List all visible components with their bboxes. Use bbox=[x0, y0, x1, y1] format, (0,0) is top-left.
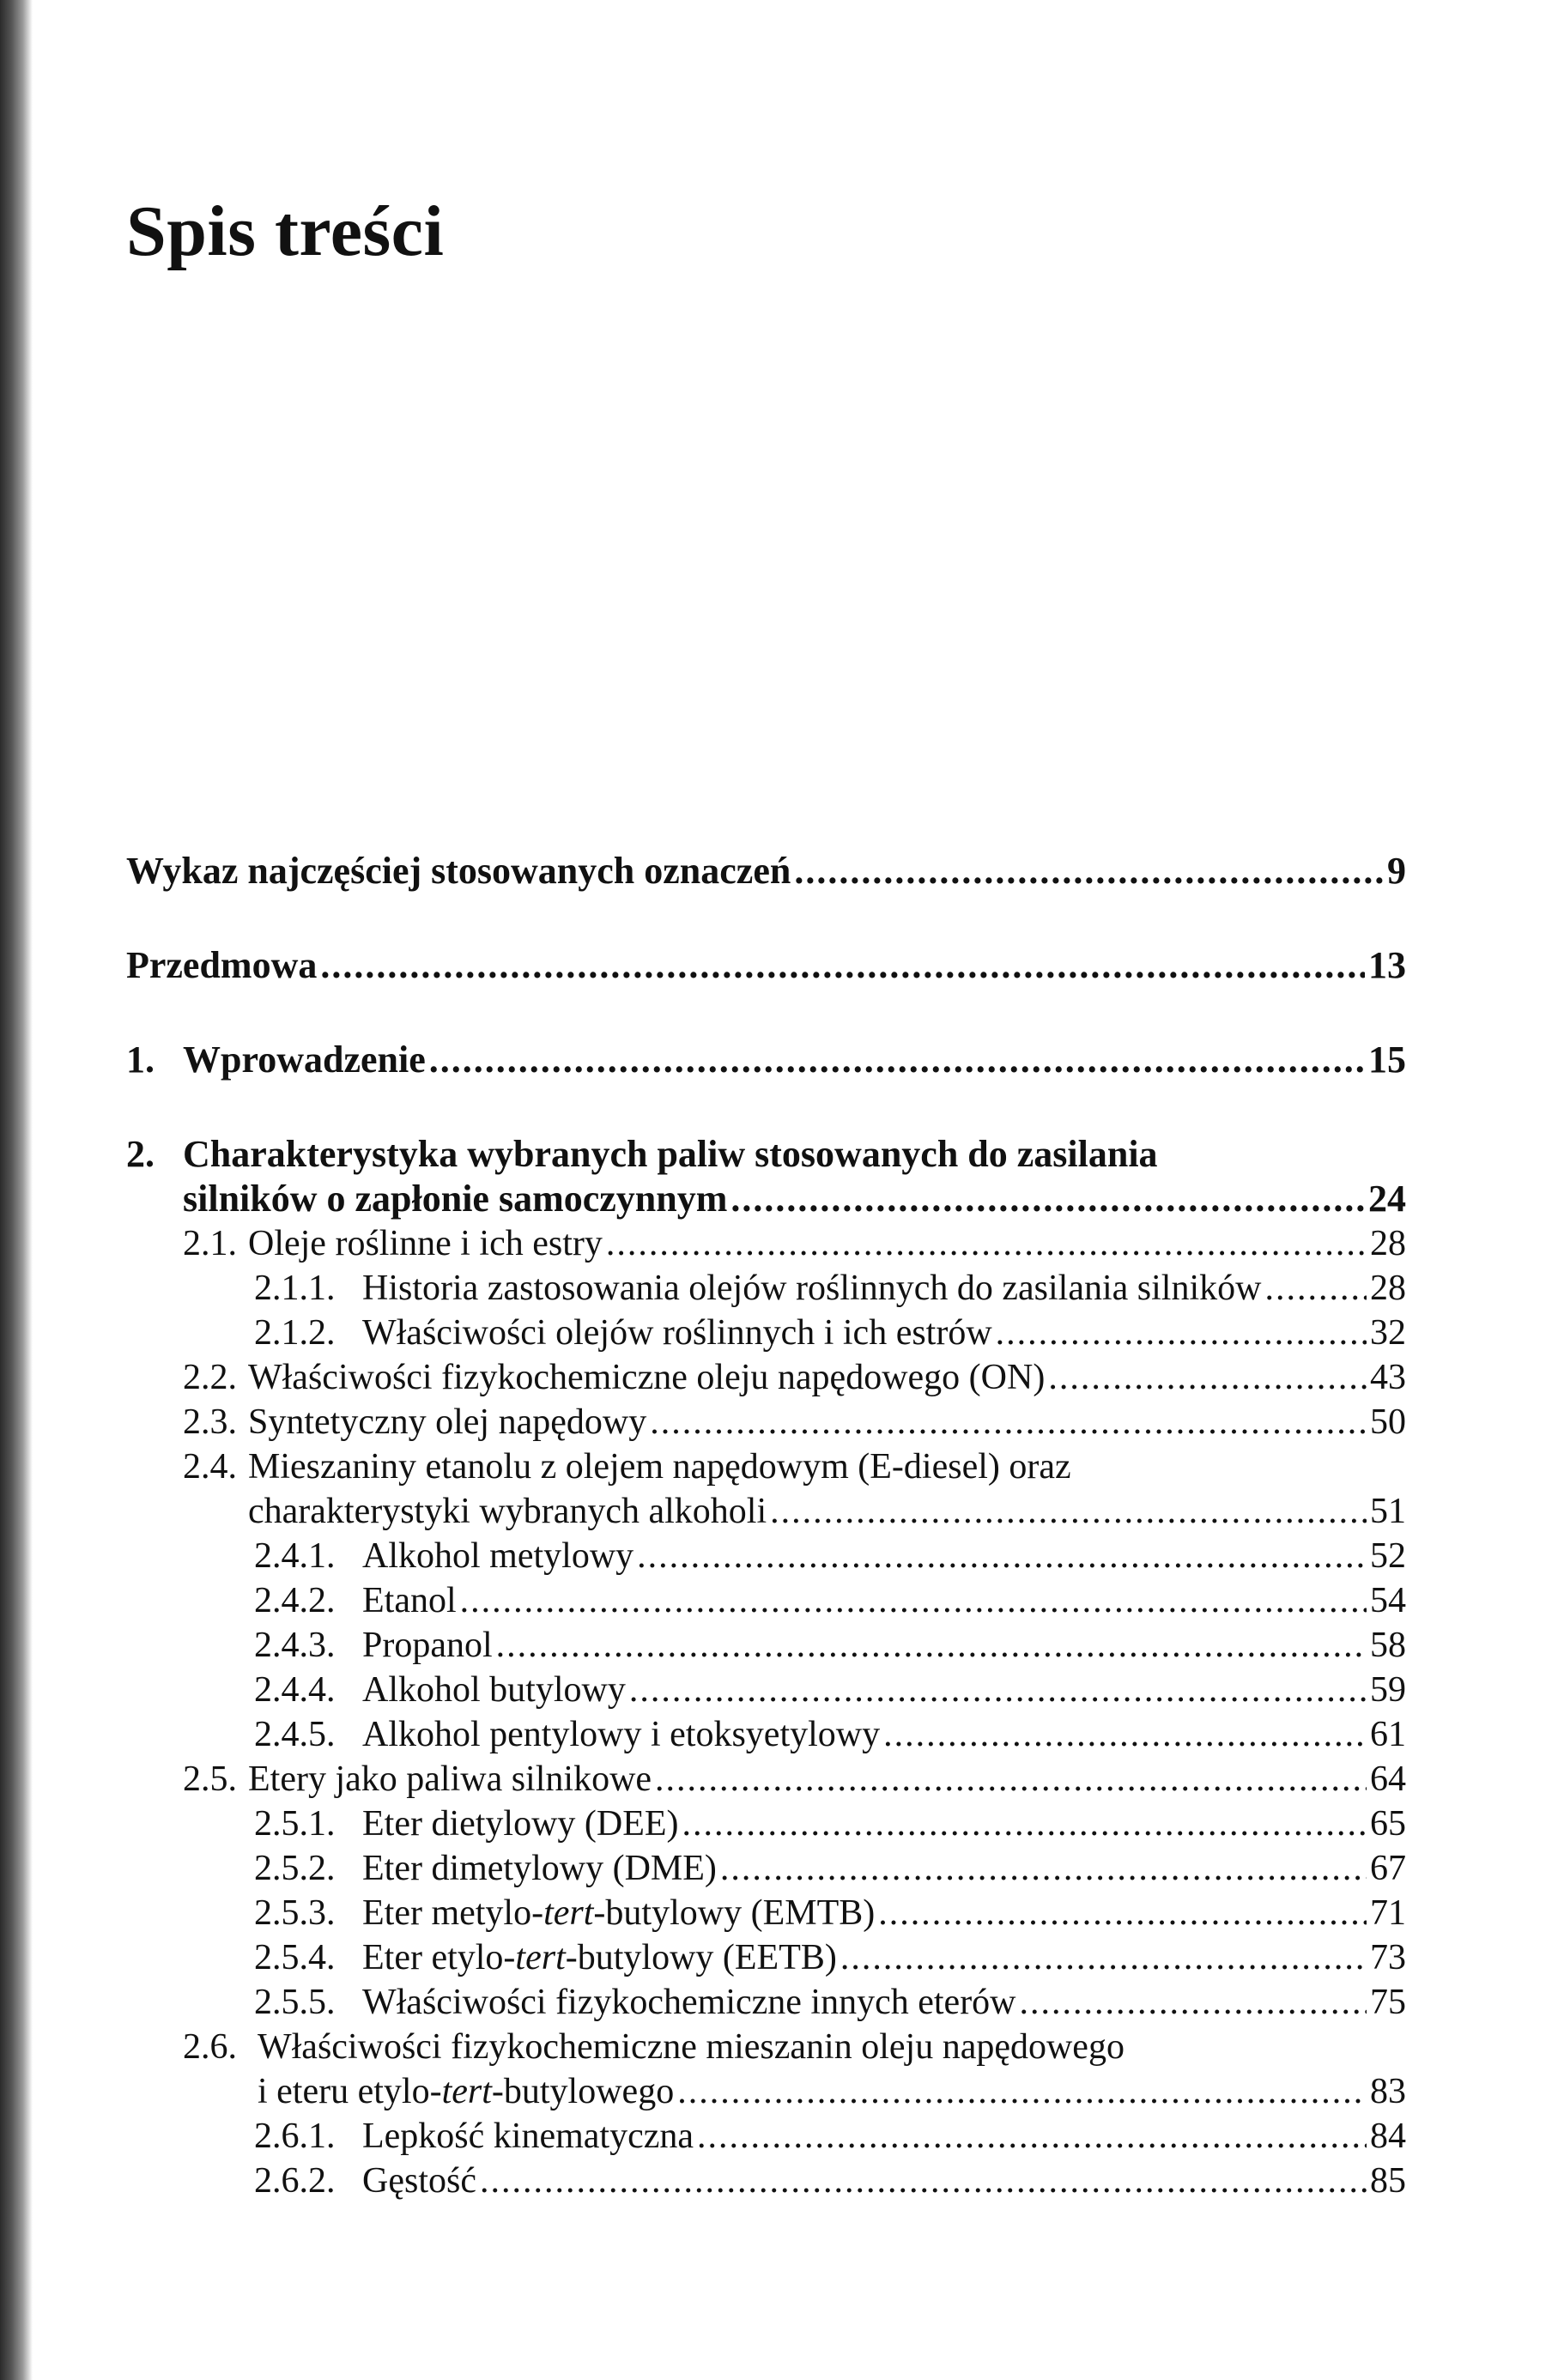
toc-entry-chapter-2-line1[interactable] bbox=[126, 1133, 1158, 1176]
leader-dots bbox=[996, 1311, 1367, 1354]
toc-number: 2.5.3. bbox=[254, 1893, 336, 1933]
toc-label: Lepkość kinematyczna bbox=[362, 2117, 694, 2156]
toc-label: Historia zastosowania olejów roślinnych do zasilania silników bbox=[362, 1269, 1262, 1308]
toc-page-number: 9 bbox=[1387, 850, 1406, 892]
toc-number: 2.5.1. bbox=[254, 1804, 336, 1844]
toc-page-number: 59 bbox=[1370, 1670, 1406, 1710]
toc-label: Właściwości olejów roślinnych i ich estrów bbox=[362, 1313, 992, 1353]
toc-label: Wprowadzenie bbox=[183, 1039, 426, 1081]
toc-number: 2.1.2. bbox=[254, 1313, 336, 1353]
toc-number: 2.4.1. bbox=[254, 1536, 336, 1576]
toc-number: 1. bbox=[126, 1039, 155, 1081]
toc-entry-2-6-line1[interactable] bbox=[183, 2026, 1125, 2068]
toc-page-number: 54 bbox=[1370, 1581, 1406, 1620]
toc-number: 2.4.3. bbox=[254, 1626, 336, 1665]
leader-dots bbox=[1020, 1981, 1367, 2024]
toc-label bbox=[258, 2070, 674, 2113]
leader-dots bbox=[496, 1624, 1367, 1667]
toc-page-number: 51 bbox=[1370, 1492, 1406, 1531]
toc-label: Eter dimetylowy (DME) bbox=[362, 1849, 717, 1888]
toc-page-number: 64 bbox=[1370, 1759, 1406, 1799]
toc-number: 2.5. bbox=[183, 1759, 237, 1799]
page-title: Spis treści bbox=[126, 191, 445, 271]
leader-dots bbox=[682, 1802, 1367, 1845]
toc-number: 2.4.4. bbox=[254, 1670, 336, 1710]
toc-label-italic: tert bbox=[543, 1893, 594, 1933]
toc-number: 2.5.2. bbox=[254, 1849, 336, 1888]
leader-dots bbox=[794, 850, 1384, 893]
toc-page-number: 85 bbox=[1370, 2161, 1406, 2201]
toc-label: Wykaz najczęściej stosowanych oznaczeń bbox=[126, 850, 791, 892]
toc-entry-2-6-2[interactable] bbox=[254, 2159, 1406, 2202]
toc-label: Propanol bbox=[362, 1626, 493, 1665]
leader-dots bbox=[480, 2159, 1367, 2202]
toc-label bbox=[362, 1892, 875, 1935]
toc-number: 2.4.5. bbox=[254, 1715, 336, 1754]
leader-dots bbox=[629, 1668, 1367, 1711]
toc-entry-2-1[interactable] bbox=[183, 1222, 1406, 1265]
toc-label: Syntetyczny olej napędowy bbox=[248, 1402, 647, 1442]
toc-label: Gęstość bbox=[362, 2161, 476, 2201]
toc-entry-2-3[interactable] bbox=[183, 1401, 1406, 1444]
toc-page-number: 67 bbox=[1370, 1849, 1406, 1888]
leader-dots bbox=[460, 1579, 1367, 1622]
toc-page-number: 83 bbox=[1370, 2072, 1406, 2111]
toc-label-part: Eter metylo- bbox=[362, 1893, 544, 1933]
toc-number: 2. bbox=[126, 1133, 155, 1175]
leader-dots bbox=[770, 1490, 1367, 1533]
toc-entry-2-4-2[interactable] bbox=[254, 1579, 1406, 1622]
toc-label: Eter dietylowy (DEE) bbox=[362, 1804, 679, 1844]
toc-page-number: 58 bbox=[1370, 1626, 1406, 1665]
toc-page-number: 15 bbox=[1368, 1039, 1406, 1081]
toc-page-number: 43 bbox=[1370, 1358, 1406, 1397]
toc-page-number: 71 bbox=[1370, 1893, 1406, 1933]
toc-label: Przedmowa bbox=[126, 944, 318, 986]
toc-entry-chapter-1[interactable] bbox=[126, 1039, 1406, 1081]
toc-label: Właściwości fizykochemiczne oleju napędowego (ON) bbox=[248, 1358, 1046, 1397]
leader-dots bbox=[320, 944, 1365, 987]
toc-label: Właściwości fizykochemiczne innych eterów bbox=[362, 1983, 1016, 2022]
leader-dots bbox=[637, 1535, 1367, 1578]
toc-label: Alkohol pentylowy i etoksyetylowy bbox=[362, 1715, 881, 1754]
toc-entry-2-6-1[interactable] bbox=[254, 2115, 1406, 2158]
toc-label-part: -butylowy (EMTB) bbox=[593, 1893, 876, 1933]
toc-label: Alkohol butylowy bbox=[362, 1670, 626, 1710]
toc-entry-2-4[interactable] bbox=[248, 1490, 1406, 1533]
toc-number: 2.4. bbox=[183, 1447, 237, 1487]
toc-label: Etanol bbox=[362, 1581, 457, 1620]
toc-page-number: 13 bbox=[1368, 944, 1406, 986]
toc-label: Mieszaniny etanolu z olejem napędowym (E-diesel) oraz bbox=[248, 1447, 1071, 1487]
leader-dots bbox=[1048, 1356, 1367, 1399]
toc-entry-2-5-3[interactable] bbox=[254, 1892, 1406, 1935]
toc-number: 2.6.2. bbox=[254, 2161, 336, 2201]
toc-label bbox=[362, 1936, 837, 1979]
toc-label: Charakterystyka wybranych paliw stosowanych do zasilania bbox=[183, 1133, 1158, 1175]
toc-number: 2.3. bbox=[183, 1402, 237, 1442]
leader-dots bbox=[883, 1713, 1367, 1756]
toc-page-number: 28 bbox=[1370, 1269, 1406, 1308]
toc-number: 2.1.1. bbox=[254, 1269, 336, 1308]
toc-number: 2.5.4. bbox=[254, 1938, 336, 1977]
toc-entry-2-4-line1[interactable] bbox=[183, 1445, 1071, 1488]
toc-number: 2.6.1. bbox=[254, 2117, 336, 2156]
toc-entry-2-5-1[interactable] bbox=[254, 1802, 1406, 1845]
toc-entry-2-4-4[interactable] bbox=[254, 1668, 1406, 1711]
toc-entry-2-5[interactable] bbox=[183, 1758, 1406, 1801]
toc-entry-przedmowa[interactable] bbox=[126, 944, 1406, 987]
toc-entry-2-1-2[interactable] bbox=[254, 1311, 1406, 1354]
toc-page-number: 65 bbox=[1370, 1804, 1406, 1844]
toc-label-part: -butylowy (EETB) bbox=[565, 1938, 837, 1977]
toc-page-number: 84 bbox=[1370, 2117, 1406, 2156]
leader-dots bbox=[606, 1222, 1367, 1265]
toc-page-number: 61 bbox=[1370, 1715, 1406, 1754]
leader-dots bbox=[1264, 1267, 1367, 1310]
toc-entry-2-5-2[interactable] bbox=[254, 1847, 1406, 1890]
leader-dots bbox=[429, 1039, 1365, 1081]
leader-dots bbox=[697, 2115, 1367, 2158]
toc-number: 2.1. bbox=[183, 1224, 237, 1263]
toc-entry-2-1-1[interactable] bbox=[254, 1267, 1406, 1310]
toc-label: Alkohol metylowy bbox=[362, 1536, 634, 1576]
toc-label: Oleje roślinne i ich estry bbox=[248, 1224, 603, 1263]
toc-label-italic: tert bbox=[441, 2072, 492, 2111]
toc-label: Właściwości fizykochemiczne mieszanin oleju napędowego bbox=[258, 2027, 1125, 2067]
toc-number: 2.5.5. bbox=[254, 1983, 336, 2022]
toc-page-number: 24 bbox=[1368, 1178, 1406, 1220]
leader-dots bbox=[655, 1758, 1367, 1801]
toc-label: charakterystyki wybranych alkoholi bbox=[248, 1492, 767, 1531]
leader-dots bbox=[840, 1936, 1367, 1979]
toc-entry-wykaz[interactable] bbox=[126, 850, 1406, 893]
toc-entry-2-5-4[interactable] bbox=[254, 1936, 1406, 1979]
toc-label-part: -butylowego bbox=[491, 2072, 675, 2111]
leader-dots bbox=[650, 1401, 1367, 1444]
toc-page-number: 73 bbox=[1370, 1938, 1406, 1977]
toc-number: 2.2. bbox=[183, 1358, 237, 1397]
leader-dots bbox=[878, 1892, 1367, 1935]
toc-entry-2-6[interactable] bbox=[258, 2070, 1406, 2113]
toc-number: 2.6. bbox=[183, 2027, 237, 2067]
toc-label-part: i eteru etylo- bbox=[258, 2072, 442, 2111]
toc-number: 2.4.2. bbox=[254, 1581, 336, 1620]
toc-page-number: 28 bbox=[1370, 1224, 1406, 1263]
toc-entry-2-2[interactable] bbox=[183, 1356, 1406, 1399]
toc-entry-2-5-5[interactable] bbox=[254, 1981, 1406, 2024]
leader-dots bbox=[677, 2070, 1367, 2113]
toc-label-italic: tert bbox=[515, 1938, 566, 1977]
toc-page-number: 75 bbox=[1370, 1983, 1406, 2022]
toc-entry-2-4-1[interactable] bbox=[254, 1535, 1406, 1578]
toc-page-number: 52 bbox=[1370, 1536, 1406, 1576]
toc-entry-2-4-5[interactable] bbox=[254, 1713, 1406, 1756]
leader-dots bbox=[730, 1178, 1365, 1220]
toc-entry-chapter-2[interactable] bbox=[183, 1178, 1406, 1220]
toc-label: Etery jako paliwa silnikowe bbox=[248, 1759, 652, 1799]
leader-dots bbox=[720, 1847, 1367, 1890]
toc-label: silników o zapłonie samoczynnym bbox=[183, 1178, 728, 1220]
toc-label-part: Eter etylo- bbox=[362, 1938, 516, 1977]
toc-entry-2-4-3[interactable] bbox=[254, 1624, 1406, 1667]
toc-page-number: 50 bbox=[1370, 1402, 1406, 1442]
toc-page-number: 32 bbox=[1370, 1313, 1406, 1353]
